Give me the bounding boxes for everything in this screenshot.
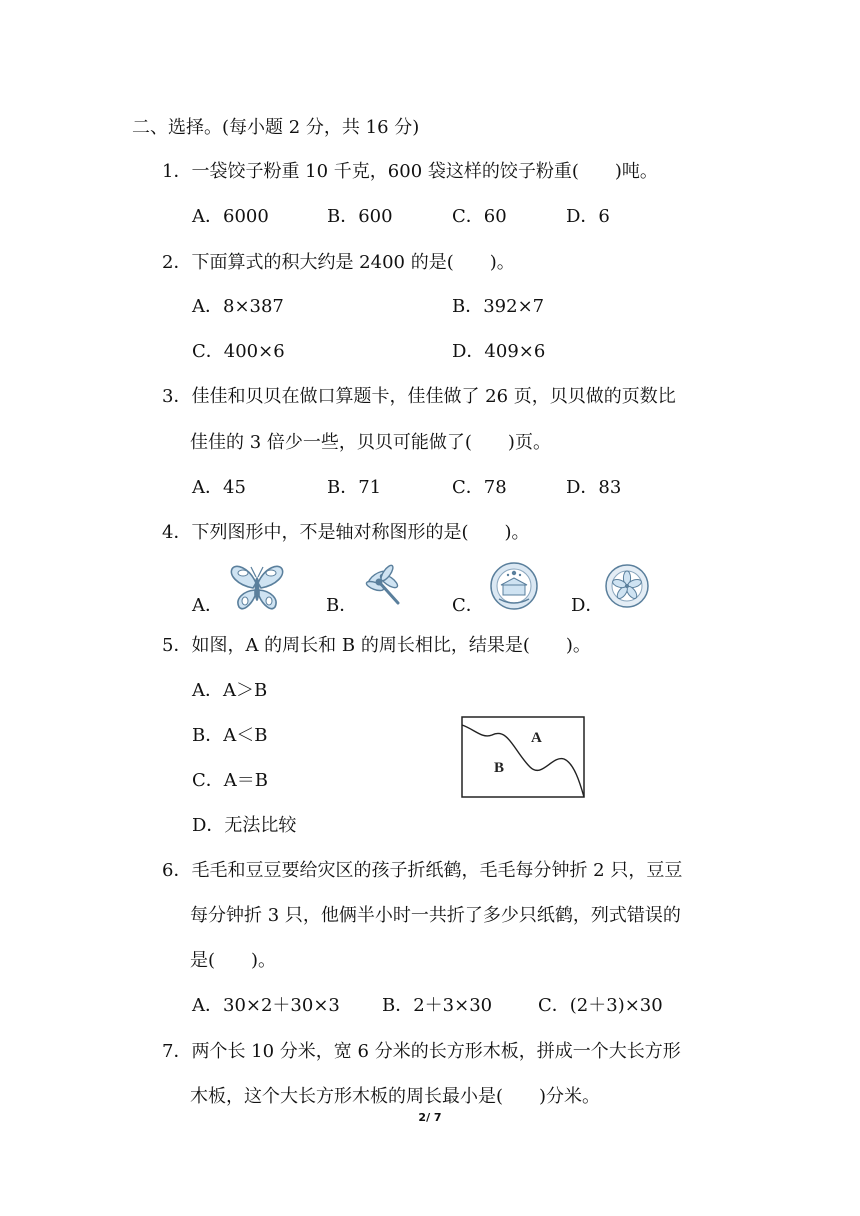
figure-label-b: B (494, 760, 505, 776)
question-5-option-a: A．A＞B (192, 680, 268, 701)
question-6-stem-line-1: 6．毛毛和豆豆要给灾区的孩子折纸鹤，毛毛每分钟折 2 只，豆豆 (162, 860, 683, 881)
question-7-stem-line-2: 木板，这个大长方形木板的周长最小是( )分米。 (190, 1086, 601, 1107)
question-3-option-a: A．45 (192, 477, 246, 498)
question-5-option-b: B．A＜B (192, 725, 268, 746)
perimeter-figure (460, 715, 586, 801)
section-title: 二、选择。(每小题 2 分，共 16 分) (132, 117, 420, 138)
butterfly-icon (229, 563, 285, 613)
question-5-option-d: D．无法比较 (192, 815, 297, 836)
question-4-stem: 4．下列图形中，不是轴对称图形的是( )。 (162, 522, 530, 543)
figure-rectangle (462, 717, 584, 797)
question-2-option-a: A．8×387 (192, 296, 284, 317)
page-number: 2/ 7 (418, 1111, 442, 1124)
question-6-stem-line-3: 是( )。 (190, 950, 277, 971)
question-4-option-b: B． (326, 595, 358, 616)
question-1-option-a: A．6000 (192, 206, 269, 227)
question-3-option-c: C．78 (452, 477, 507, 498)
question-6-option-b: B．2＋3×30 (382, 995, 493, 1016)
figure-label-a: A (531, 730, 542, 746)
question-4-option-a: A． (192, 595, 223, 616)
question-1-stem: 1．一袋饺子粉重 10 千克，600 袋这样的饺子粉重( )吨。 (162, 161, 658, 182)
bauhinia-emblem-icon (602, 563, 652, 609)
question-6-option-a: A．30×2＋30×3 (192, 995, 340, 1016)
question-2-option-b: B．392×7 (452, 296, 545, 317)
question-6-option-c: C．(2＋3)×30 (538, 995, 663, 1016)
national-emblem-icon (489, 561, 539, 611)
question-7-stem-line-1: 7．两个长 10 分米，宽 6 分米的长方形木板，拼成一个大长方形 (162, 1041, 681, 1062)
dragonfly-icon (362, 565, 404, 607)
question-3-stem-line-1: 3．佳佳和贝贝在做口算题卡，佳佳做了 26 页，贝贝做的页数比 (162, 386, 676, 407)
question-1-option-d: D．6 (566, 206, 610, 227)
question-5-option-c: C．A＝B (192, 770, 268, 791)
question-1-option-b: B．600 (327, 206, 393, 227)
question-5-stem: 5．如图，A 的周长和 B 的周长相比，结果是( )。 (162, 635, 591, 656)
question-2-option-d: D．409×6 (452, 341, 546, 362)
question-6-stem-line-2: 每分钟折 3 只，他俩半小时一共折了多少只纸鹤，列式错误的 (190, 905, 681, 926)
question-3-option-d: D．83 (566, 477, 622, 498)
question-2-stem: 2．下面算式的积大约是 2400 的是( )。 (162, 252, 515, 273)
question-3-stem-line-2: 佳佳的 3 倍少一些，贝贝可能做了( )页。 (190, 432, 551, 453)
question-4-option-d: D． (571, 595, 604, 616)
question-3-option-b: B．71 (327, 477, 382, 498)
question-1-option-c: C．60 (452, 206, 507, 227)
question-4-option-c: C． (452, 595, 484, 616)
question-2-option-c: C．400×6 (192, 341, 285, 362)
